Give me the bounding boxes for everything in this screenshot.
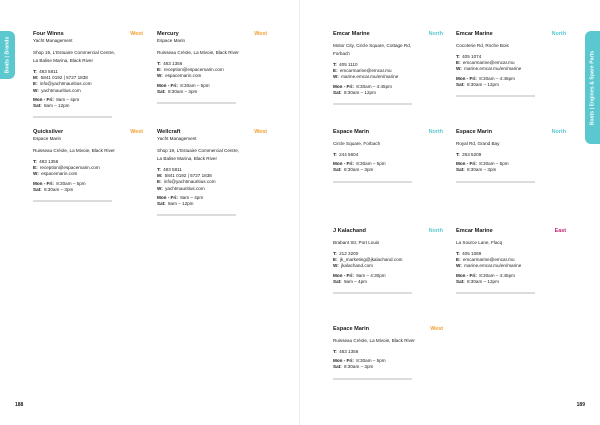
listing-hours [456,161,566,173]
listing-card [157,129,267,216]
hours-label: Sat: [333,364,342,370]
contact-row-w[interactable] [157,186,267,192]
hours-label: Mon - Fri: [333,161,354,167]
divider-rule [456,181,535,183]
contact-row-w[interactable] [33,88,143,94]
listing-address [333,337,443,345]
address-line: Shop 19, L'Estuaire Commercial Centre, [157,148,240,153]
divider-rule [157,214,236,216]
listing-contact [33,69,143,94]
contact-label: E: [33,81,38,87]
contact-value[interactable]: yachtmauritius.com [41,87,81,93]
listing-name: Espace Marin [333,129,370,135]
listing-hours [33,181,143,193]
listing-address [456,42,566,50]
contact-value[interactable]: marine.emcar.mu/en/marine [341,74,399,80]
contact-row-w[interactable] [333,263,443,269]
listing-contact [333,152,443,158]
region-label: West [254,129,267,135]
contact-label: E: [456,257,461,263]
listing-contact [157,61,267,80]
listing-name: J Kalachand [333,228,366,234]
listing-address [157,49,267,57]
region-label: North [428,31,443,37]
hours-value: 8:30am – 3pm [43,186,74,192]
contact-label: T: [456,54,460,59]
divider-rule [333,378,412,380]
listing-contact [33,159,143,178]
hours-value: 8:30am – 12pm [343,89,376,95]
hours-row [33,103,143,109]
contact-row-w[interactable] [333,74,443,80]
hours-value: 9am – 4pm [343,278,367,284]
contact-label: T: [33,69,37,74]
hours-label: Sat: [333,167,342,173]
region-label: West [254,31,267,37]
listing-hours [456,273,566,285]
contact-label: T: [333,152,337,157]
address-line: Ruisseau Créole, La Mivoie, Black River [157,50,239,55]
region-label: West [130,31,143,37]
hours-value: 8:30am – 4:45pm [479,75,515,81]
contact-label: M: [33,75,39,81]
divider-rule [33,116,112,118]
hours-value: 8:30am – 12pm [466,278,499,284]
listing-contact [456,54,566,73]
contact-label: T: [333,62,337,67]
listing-subtitle: Espace Marin [157,38,186,43]
address-line: Circle Square, Forbach [333,141,381,146]
listing-hours [333,358,443,370]
listing-hours [333,84,443,96]
address-line: Cocoterie Rd, Roche Bois [456,43,509,48]
contact-label: E: [157,67,162,73]
listing-card [456,129,566,183]
hours-row [33,187,143,193]
hours-label: Mon - Fri: [33,180,54,186]
page-number-left: 188 [15,402,24,408]
contact-label: W: [33,87,39,93]
contact-value[interactable]: yachtmauritius.com [165,185,205,191]
section-tab-label: Boats | Brands [4,36,11,74]
listing-contact [157,167,267,192]
listing-address [333,239,443,247]
contact-value: 483 5811 [39,69,58,74]
listing-name: Quicksilver [33,129,64,135]
contact-value[interactable]: emcarmarine@emcar.mu [462,257,515,263]
hours-row [456,82,566,88]
contact-value: 244 5604 [339,152,359,157]
contact-label: T: [456,152,460,157]
contact-value[interactable]: jkalachand.com [341,263,373,269]
contact-label: W: [157,73,163,79]
contact-label: T: [157,167,161,172]
contact-value[interactable]: espacemarin.com [41,171,78,177]
contact-label: W: [456,263,462,269]
region-label: West [430,326,443,332]
contact-value: 263 5209 [462,152,482,157]
hours-label: Mon - Fri: [456,75,477,81]
divider-rule [333,181,412,183]
contact-label: E: [333,257,338,263]
contact-row-w[interactable] [33,171,143,177]
contact-row-w[interactable] [157,73,267,79]
contact-value[interactable]: marine.emcar.mu/en/marine [464,263,522,269]
hours-label: Mon - Fri: [333,83,354,89]
contact-value: 5841 0192 | 5727 1838 [164,173,212,179]
hours-label: Sat: [157,201,166,207]
listing-card [33,31,143,118]
listing-hours [157,83,267,95]
region-label: North [551,31,566,37]
contact-label: T: [157,61,161,66]
section-tab-engines[interactable] [585,31,600,144]
divider-rule [33,200,112,202]
listing-hours [157,195,267,207]
contact-value: 405 1110 [339,62,358,67]
listing-card [456,228,566,294]
listing-card [33,129,143,202]
listing-name: Wellcraft [157,129,181,135]
contact-row-t [333,349,443,355]
address-line: Forbach [333,51,350,56]
contact-row-t [456,152,566,158]
contact-value[interactable]: emcarmarine@emcar.mu [462,60,515,66]
hours-value: 8:30am – 5pm [356,358,386,364]
hours-value: 8:30am – 3pm [466,167,497,173]
listing-hours [333,161,443,173]
contact-label: T: [333,349,337,354]
listing-card [333,228,443,294]
address-line: Ruisseau Créole, La Mivoie, Black River [33,148,115,153]
contact-value: 405 1089 [462,251,482,256]
hours-value: 8:30am – 5pm [356,161,386,167]
listing-card [333,129,443,183]
hours-label: Mon - Fri: [33,96,54,102]
listing-card [333,326,443,380]
hours-label: Mon - Fri: [333,272,354,278]
address-line: Motor City, Circle Square, Cottage Rd, [333,43,412,48]
contact-value: 483 5811 [163,167,182,172]
contact-label: E: [333,68,338,74]
contact-label: W: [456,66,462,72]
divider-rule [333,103,412,105]
hours-value: 8:30am – 5pm [180,82,210,88]
listing-address [456,140,566,148]
listing-address [157,147,267,163]
listing-address [456,239,566,247]
contact-label: M: [157,173,163,179]
listing-card [333,31,443,105]
hours-value: 8:30am – 3pm [167,88,198,94]
listing-card [157,31,267,104]
divider-rule [456,95,535,97]
hours-label: Sat: [456,278,465,284]
contact-value: 483 1356 [339,349,359,354]
contact-value: 212 3200 [339,251,359,256]
region-label: North [551,129,566,135]
listing-address [33,147,143,155]
region-label: North [428,228,443,234]
hours-label: Sat: [333,89,342,95]
listing-subtitle: Yacht Management [33,38,73,43]
contact-label: W: [333,74,339,80]
contact-row-w[interactable] [456,263,566,269]
listing-subtitle: Espace Marin [33,136,62,141]
contact-label: W: [333,263,339,269]
hours-label: Sat: [157,88,166,94]
hours-row [333,364,443,370]
hours-label: Mon - Fri: [333,358,354,364]
contact-value[interactable]: espacemarin.com [165,73,202,79]
listing-name: Emcar Marine [456,228,493,234]
hours-row [157,89,267,95]
hours-value: 8:30am – 5pm [56,180,86,186]
hours-value: 8am – 12pm [43,103,70,109]
contact-value[interactable]: info@yachtmauritius.com [163,179,216,185]
contact-value[interactable]: marine.emcar.mu/en/marine [464,66,522,72]
hours-label: Sat: [456,167,465,173]
address-line: La Source Lane, Flacq [456,240,503,245]
contact-label: E: [456,60,461,66]
listing-contact [456,152,566,158]
contact-label: T: [333,251,337,256]
divider-rule [333,292,412,294]
section-tab-label: Boats | Engines & Spare Parts [589,50,596,125]
listing-name: Emcar Marine [456,31,493,37]
contact-value[interactable]: jk_marketing@jkalachand.com [339,257,403,263]
hours-label: Sat: [33,186,42,192]
listing-name: Espace Marin [333,326,370,332]
hours-row [157,201,267,207]
hours-value: 8:30am – 3pm [343,364,374,370]
listing-hours [33,97,143,109]
listing-contact [333,349,443,355]
listing-card [456,31,566,97]
hours-label: Sat: [456,81,465,87]
section-tab-brands[interactable] [0,31,15,79]
contact-value: 405 1074 [462,54,482,59]
hours-value: 8am – 12pm [167,201,194,207]
hours-value: 9am – 4:30pm [356,272,386,278]
page-spine [299,0,300,425]
address-line: Ruisseau Créole, La Mivoie, Black River [333,338,415,343]
hours-value: 8:30am – 3pm [343,167,374,173]
hours-value: 8:30am – 12pm [466,81,499,87]
contact-value: 483 1356 [163,61,183,66]
hours-value: 8am – 4pm [56,96,80,102]
hours-label: Mon - Fri: [456,161,477,167]
contact-row-w[interactable] [456,66,566,72]
divider-rule [456,292,535,294]
contact-value: 5841 0192 | 5727 1838 [40,75,88,81]
hours-row [456,167,566,173]
hours-label: Mon - Fri: [157,82,178,88]
hours-label: Mon - Fri: [456,272,477,278]
listing-subtitle: Yacht Management [157,136,197,141]
contact-label: W: [157,185,163,191]
contact-row-t [333,152,443,158]
listing-address [33,49,143,65]
region-label: North [428,129,443,135]
region-label: East [554,228,566,234]
hours-row [333,90,443,96]
hours-value: 8:30am – 4:45pm [356,83,392,89]
hours-value: 8:30am – 5pm [479,161,509,167]
contact-label: E: [33,165,38,171]
listing-name: Four Winns [33,31,64,37]
listing-hours [456,76,566,88]
hours-label: Sat: [333,278,342,284]
listing-name: Emcar Marine [333,31,370,37]
address-line: Shop 19, L'Estuaire Commercial Centre, [33,50,116,55]
contact-value[interactable]: reception@espacemarin.com [39,165,100,171]
hours-value: 8:30am – 4:45pm [479,272,515,278]
contact-value: 483 1356 [39,159,59,164]
listing-contact [333,62,443,81]
address-line: Brabant Str, Port Louis [333,240,380,245]
listing-address [333,140,443,148]
listing-hours [333,273,443,285]
address-line: La Balise Marina, Black River [33,58,93,63]
listing-name: Espace Marin [456,129,493,135]
hours-row [333,279,443,285]
listing-address [333,42,443,58]
page-number-right: 189 [576,402,585,408]
contact-label: W: [33,171,39,177]
address-line: Royal Rd, Grand Bay [456,141,500,146]
listing-contact [456,251,566,270]
hours-value: 8am – 4pm [180,194,204,200]
contact-label: E: [157,179,162,185]
divider-rule [157,102,236,104]
contact-value[interactable]: emcarmarine@emcar.mu [339,68,392,74]
listing-contact [333,251,443,270]
contact-value[interactable]: reception@espacemarin.com [163,67,224,73]
hours-label: Mon - Fri: [157,194,178,200]
contact-label: T: [33,159,37,164]
region-label: West [130,129,143,135]
listing-name: Mercury [157,31,179,37]
hours-row [456,279,566,285]
contact-label: T: [456,251,460,256]
contact-value[interactable]: info@yachtmauritius.com [39,81,92,87]
hours-label: Sat: [33,103,42,109]
hours-row [333,167,443,173]
address-line: La Balise Marina, Black River [157,156,217,161]
